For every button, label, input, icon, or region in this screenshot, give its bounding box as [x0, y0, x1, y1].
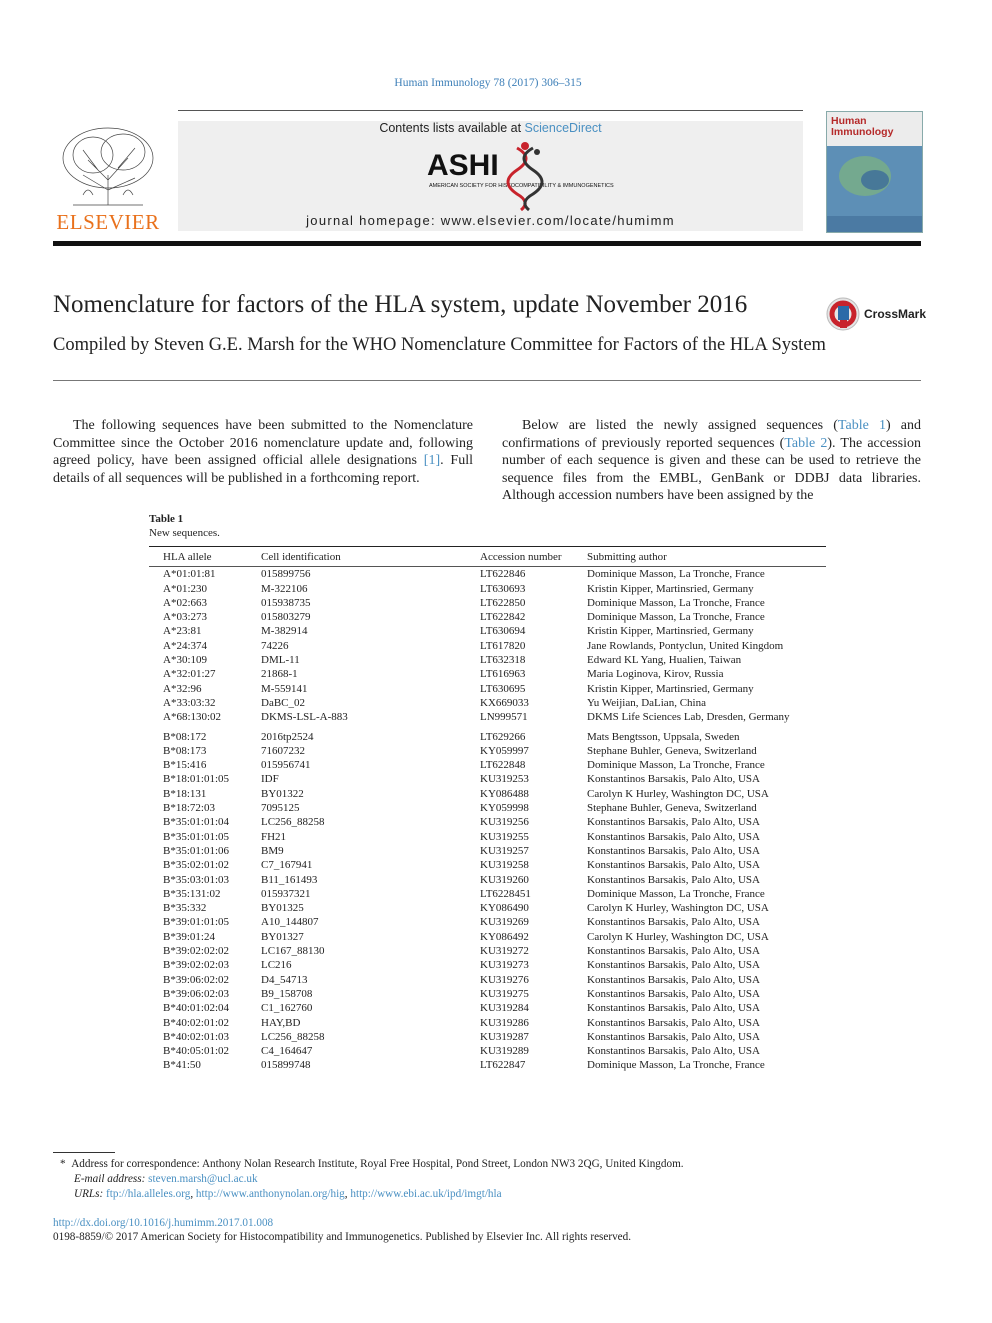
allele-cell: B*35:01:01:05 [163, 830, 230, 843]
cell-id-cell: 21868-1 [261, 668, 298, 681]
author-cell: Konstantinos Barsakis, Palo Alto, USA [587, 816, 760, 829]
table-body [149, 567, 826, 1072]
cell-id-cell: 015938735 [261, 596, 311, 609]
author-cell: Jane Rowlands, Pontyclun, United Kingdom [587, 639, 784, 652]
table-row [149, 725, 826, 744]
right-para-text-2: ) and confirmations of previously reported sequences ( [502, 418, 921, 451]
allele-cell: A*32:96 [163, 682, 202, 695]
cell-id-cell: C7_167941 [261, 859, 313, 872]
allele-cell: B*39:02:02:03 [163, 959, 230, 972]
cell-id-cell: BY01322 [261, 787, 304, 800]
author-cell: Konstantinos Barsakis, Palo Alto, USA [587, 859, 760, 872]
cover-title-line-1: Human [831, 115, 867, 127]
author-cell: Konstantinos Barsakis, Palo Alto, USA [587, 844, 760, 857]
accession-cell: KY086490 [480, 902, 529, 915]
article-byline: Compiled by Steven G.E. Marsh for the WHO Nomenclature Committee for Factors of the HLA System [53, 335, 826, 355]
cell-id-cell: 74226 [261, 639, 289, 652]
cell-id-cell: LC256_88258 [261, 816, 325, 829]
allele-cell: B*40:02:01:02 [163, 1016, 230, 1029]
author-cell: Konstantinos Barsakis, Palo Alto, USA [587, 973, 760, 986]
author-cell: Maria Loginova, Kirov, Russia [587, 668, 724, 681]
allele-cell: A*03:273 [163, 611, 207, 624]
table-row [149, 567, 826, 581]
ashi-logo-text: ASHI [427, 149, 499, 182]
allele-cell: A*02:663 [163, 596, 207, 609]
urls-footnote: URLs: ftp://hla.alleles.org, http://www.anthonynolan.org/hig, http://www.ebi.ac.uk/ipd/imgt/hla [74, 1188, 502, 1200]
table-row [149, 1058, 826, 1072]
allele-cell: B*40:01:02:04 [163, 1002, 230, 1015]
table-row [149, 830, 826, 844]
urls-label: URLs: [74, 1188, 104, 1200]
author-cell: Konstantinos Barsakis, Palo Alto, USA [587, 945, 760, 958]
allele-cell: B*35:03:01:03 [163, 873, 230, 886]
header-cell-identification: Cell identification [261, 551, 341, 563]
table-row [149, 1016, 826, 1030]
sciencedirect-link[interactable]: ScienceDirect [524, 121, 602, 135]
cover-artwork [827, 146, 922, 232]
footnote-marker: * [60, 1158, 66, 1170]
author-cell: Yu Weijian, DaLian, China [587, 696, 706, 709]
allele-cell: B*35:02:01:02 [163, 859, 230, 872]
author-cell: Konstantinos Barsakis, Palo Alto, USA [587, 873, 760, 886]
table-row [149, 744, 826, 758]
accession-cell: LT630694 [480, 625, 526, 638]
table-row [149, 873, 826, 887]
table-row [149, 696, 826, 710]
author-cell: Kristin Kipper, Martinsried, Germany [587, 625, 754, 638]
allele-cell: B*39:06:02:03 [163, 987, 230, 1000]
email-footnote [74, 1172, 258, 1187]
contents-line [178, 121, 803, 135]
accession-cell: LT622842 [480, 611, 526, 624]
contents-prefix: Contents lists available at [379, 121, 525, 135]
cell-id-cell: DaBC_02 [261, 696, 305, 709]
author-cell: Konstantinos Barsakis, Palo Alto, USA [587, 1016, 760, 1029]
cell-id-cell: 71607232 [261, 744, 305, 757]
allele-cell: B*08:172 [163, 730, 207, 743]
accession-cell: KU319253 [480, 773, 529, 786]
crossmark-badge[interactable] [826, 297, 927, 331]
accession-cell: KU319272 [480, 945, 529, 958]
accession-cell: KY059997 [480, 744, 529, 757]
journal-cover-image [826, 111, 923, 233]
allele-cell: A*33:03:32 [163, 696, 216, 709]
new-sequences-table [149, 550, 826, 1073]
cell-id-cell: BM9 [261, 844, 284, 857]
cell-id-cell: IDF [261, 773, 279, 786]
cell-id-cell: M-322106 [261, 582, 308, 595]
copyright-line: 0198-8859/© 2017 American Society for Histocompatibility and Immunogenetics. Published by Elsevier Inc. All rights reserved. [53, 1231, 632, 1243]
cell-id-cell: FH21 [261, 830, 287, 843]
author-cell: Konstantinos Barsakis, Palo Alto, USA [587, 987, 760, 1000]
right-para-text-1: Below are listed the newly assigned sequences ( [522, 418, 838, 433]
allele-cell: A*24:374 [163, 639, 207, 652]
correspondence-footnote [60, 1157, 920, 1172]
cell-id-cell: BY01327 [261, 930, 304, 943]
table-row [149, 682, 826, 696]
cell-id-cell: LC216 [261, 959, 292, 972]
table-row [149, 639, 826, 653]
table-row [149, 710, 826, 724]
table-row [149, 958, 826, 972]
accession-cell: KU319286 [480, 1016, 529, 1029]
cell-id-cell: B9_158708 [261, 987, 313, 1000]
table-row [149, 887, 826, 901]
table-1-link[interactable]: Table 1 [837, 418, 886, 433]
accession-cell: KU319287 [480, 1030, 529, 1043]
left-column-paragraph [53, 417, 473, 487]
accession-cell: LT622850 [480, 596, 526, 609]
url-link-1[interactable]: ftp://hla.alleles.org [106, 1188, 191, 1200]
author-cell: Dominique Masson, La Tronche, France [587, 596, 765, 609]
url-link-3[interactable]: http://www.ebi.ac.uk/ipd/imgt/hla [350, 1188, 502, 1200]
allele-cell: B*18:01:01:05 [163, 773, 230, 786]
accession-cell: LT630695 [480, 682, 526, 695]
table-row [149, 944, 826, 958]
cell-id-cell: HAY,BD [261, 1016, 301, 1029]
accession-cell: KY086492 [480, 930, 529, 943]
author-cell: Konstantinos Barsakis, Palo Alto, USA [587, 1002, 760, 1015]
accession-cell: KU319260 [480, 873, 529, 886]
accession-cell: KU319256 [480, 816, 529, 829]
allele-cell: A*68:130:02 [163, 711, 222, 724]
cell-id-cell: DML-11 [261, 654, 300, 667]
email-link[interactable]: steven.marsh@ucl.ac.uk [148, 1173, 258, 1185]
author-cell: Edward KL Yang, Hualien, Taiwan [587, 654, 742, 667]
table-row [149, 901, 826, 915]
author-cell: Konstantinos Barsakis, Palo Alto, USA [587, 916, 760, 929]
table-row [149, 624, 826, 638]
email-label: E-mail address: [74, 1173, 146, 1185]
table-row [149, 582, 826, 596]
accession-cell: LT616963 [480, 668, 526, 681]
cell-id-cell: M-382914 [261, 625, 308, 638]
table-row [149, 815, 826, 829]
accession-cell: KU319269 [480, 916, 529, 929]
cover-title-line-2: Immunology [831, 126, 894, 138]
allele-cell: B*39:01:24 [163, 930, 215, 943]
accession-cell: KU319276 [480, 973, 529, 986]
accession-cell: KU319289 [480, 1045, 529, 1058]
accession-cell: LT622846 [480, 568, 526, 581]
table-row [149, 1030, 826, 1044]
cell-id-cell: LC256_88258 [261, 1030, 325, 1043]
accession-cell: KY059998 [480, 802, 529, 815]
elsevier-wordmark: ELSEVIER [56, 210, 160, 234]
ashi-logo-subtext: AMERICAN SOCIETY FOR HISTOCOMPATIBILITY & IMMUNOGENETICS [429, 183, 614, 189]
correspondence-address: Address for correspondence: Anthony Nolan Research Institute, Royal Free Hospital, Pond Street, London NW3 2QG, United Kingdom. [71, 1158, 684, 1170]
table-row [149, 915, 826, 929]
cell-id-cell: B11_161493 [261, 873, 318, 886]
allele-cell: B*08:173 [163, 744, 207, 757]
accession-cell: LT6228451 [480, 887, 531, 900]
reference-1-link[interactable]: [1] [423, 453, 441, 468]
allele-cell: B*35:01:01:06 [163, 844, 230, 857]
journal-reference[interactable]: Human Immunology 78 (2017) 306–315 [394, 77, 582, 89]
allele-cell: B*15:416 [163, 759, 207, 772]
accession-cell: LT630693 [480, 582, 526, 595]
author-cell: Stephane Buhler, Geneva, Switzerland [587, 802, 757, 815]
table-row [149, 596, 826, 610]
author-cell: Carolyn K Hurley, Washington DC, USA [587, 787, 769, 800]
author-cell: Konstantinos Barsakis, Palo Alto, USA [587, 773, 760, 786]
right-para-text-3: ). The accession number of each sequence is given and these can be used to retrieve the sequence files from the EMBL, GenBank or DDBJ data libraries. Although accession numbers have been assigned by the [502, 435, 921, 503]
journal-homepage[interactable]: journal homepage: www.elsevier.com/locate/humimm [306, 213, 675, 228]
table-row [149, 610, 826, 624]
author-cell: Stephane Buhler, Geneva, Switzerland [587, 744, 757, 757]
table-row [149, 987, 826, 1001]
table-row [149, 801, 826, 815]
allele-cell: B*40:02:01:03 [163, 1030, 230, 1043]
table-header-row [149, 550, 826, 567]
author-cell: DKMS Life Sciences Lab, Dresden, Germany [587, 711, 790, 724]
accession-cell: KU319257 [480, 844, 529, 857]
allele-cell: B*39:06:02:02 [163, 973, 230, 986]
table-row [149, 973, 826, 987]
author-cell: Konstantinos Barsakis, Palo Alto, USA [587, 830, 760, 843]
accession-cell: LT622847 [480, 1059, 526, 1072]
author-cell: Dominique Masson, La Tronche, France [587, 568, 765, 581]
allele-cell: B*18:131 [163, 787, 207, 800]
cell-id-cell: 015899748 [261, 1059, 311, 1072]
accession-cell: KU319273 [480, 959, 529, 972]
header-accession-number: Accession number [480, 551, 562, 563]
table-row [149, 772, 826, 786]
header-submitting-author: Submitting author [587, 551, 667, 563]
table-caption: New sequences. [149, 527, 220, 539]
table-label: Table 1 [149, 513, 184, 525]
title-rule [53, 380, 921, 381]
table-row [149, 1044, 826, 1058]
accession-cell: LT629266 [480, 730, 526, 743]
crossmark-label: CrossMark [864, 307, 927, 321]
ashi-society-logo [425, 140, 614, 214]
author-cell: Dominique Masson, La Tronche, France [587, 1059, 765, 1072]
allele-cell: A*23:81 [163, 625, 202, 638]
author-cell: Dominique Masson, La Tronche, France [587, 611, 765, 624]
accession-cell: KU319258 [480, 859, 529, 872]
author-cell: Konstantinos Barsakis, Palo Alto, USA [587, 1030, 760, 1043]
article-title: Nomenclature for factors of the HLA system, update November 2016 [53, 291, 748, 318]
cell-id-cell: 015956741 [261, 759, 311, 772]
table-top-rule [149, 546, 826, 547]
right-column-paragraph [502, 417, 921, 506]
table-row [149, 844, 826, 858]
allele-cell: A*01:230 [163, 582, 207, 595]
cell-id-cell: DKMS-LSL-A-883 [261, 711, 348, 724]
table-row [149, 1001, 826, 1015]
author-cell: Kristin Kipper, Martinsried, Germany [587, 682, 754, 695]
allele-cell: B*39:02:02:02 [163, 945, 230, 958]
accession-cell: KY086488 [480, 787, 529, 800]
author-cell: Kristin Kipper, Martinsried, Germany [587, 582, 754, 595]
author-cell: Mats Bengtsson, Uppsala, Sweden [587, 730, 740, 743]
allele-cell: B*40:05:01:02 [163, 1045, 230, 1058]
cell-id-cell: 2016tp2524 [261, 730, 314, 743]
crossmark-icon [826, 297, 860, 331]
accession-cell: KU319275 [480, 987, 529, 1000]
allele-cell: B*35:01:01:04 [163, 816, 230, 829]
accession-cell: KU319255 [480, 830, 529, 843]
author-cell: Carolyn K Hurley, Washington DC, USA [587, 902, 769, 915]
left-para-text-1: The following sequences have been submitted to the Nomenclature Committee since the October 2016 nomenclature update and, following agreed policy, have been assigned official allele designations [53, 418, 473, 468]
allele-cell: B*35:332 [163, 902, 207, 915]
cell-id-cell: A10_144807 [261, 916, 319, 929]
author-cell: Konstantinos Barsakis, Palo Alto, USA [587, 959, 760, 972]
cell-id-cell: BY01325 [261, 902, 304, 915]
url-link-2[interactable]: http://www.anthonynolan.org/hig [195, 1188, 345, 1200]
allele-cell: A*30:109 [163, 654, 207, 667]
header-top-rule [178, 110, 803, 111]
table-row [149, 653, 826, 667]
allele-cell: A*01:01:81 [163, 568, 216, 581]
author-cell: Dominique Masson, La Tronche, France [587, 759, 765, 772]
header-thick-rule [53, 241, 921, 246]
table-row [149, 930, 826, 944]
accession-cell: LT617820 [480, 639, 526, 652]
table-row [149, 858, 826, 872]
left-para-text-2: . Full details of all sequences will be published in a forthcoming report. [53, 453, 473, 486]
author-cell: Konstantinos Barsakis, Palo Alto, USA [587, 1045, 760, 1058]
header-hla-allele: HLA allele [163, 551, 212, 563]
table-row [149, 758, 826, 772]
accession-cell: KU319284 [480, 1002, 529, 1015]
accession-cell: LN999571 [480, 711, 528, 724]
cell-id-cell: D4_54713 [261, 973, 308, 986]
accession-cell: LT622848 [480, 759, 526, 772]
allele-cell: B*18:72:03 [163, 802, 215, 815]
allele-cell: B*41:50 [163, 1059, 201, 1072]
cell-id-cell: LC167_88130 [261, 945, 325, 958]
table-row [149, 667, 826, 681]
cell-id-cell: 015899756 [261, 568, 311, 581]
footnote-rule [53, 1152, 115, 1153]
accession-cell: LT632318 [480, 654, 526, 667]
table-row [149, 787, 826, 801]
cell-id-cell: C1_162760 [261, 1002, 313, 1015]
cell-id-cell: M-559141 [261, 682, 308, 695]
cell-id-cell: 015803279 [261, 611, 311, 624]
allele-cell: A*32:01:27 [163, 668, 216, 681]
accession-cell: KX669033 [480, 696, 529, 709]
cell-id-cell: C4_164647 [261, 1045, 313, 1058]
table-2-link[interactable]: Table 2 [784, 435, 828, 451]
author-cell: Carolyn K Hurley, Washington DC, USA [587, 930, 769, 943]
doi-link[interactable]: http://dx.doi.org/10.1016/j.humimm.2017.01.008 [53, 1217, 274, 1229]
cell-id-cell: 015937321 [261, 887, 311, 900]
author-cell: Dominique Masson, La Tronche, France [587, 887, 765, 900]
cell-id-cell: 7095125 [261, 802, 300, 815]
allele-cell: B*35:131:02 [163, 887, 221, 900]
allele-cell: B*39:01:01:05 [163, 916, 230, 929]
